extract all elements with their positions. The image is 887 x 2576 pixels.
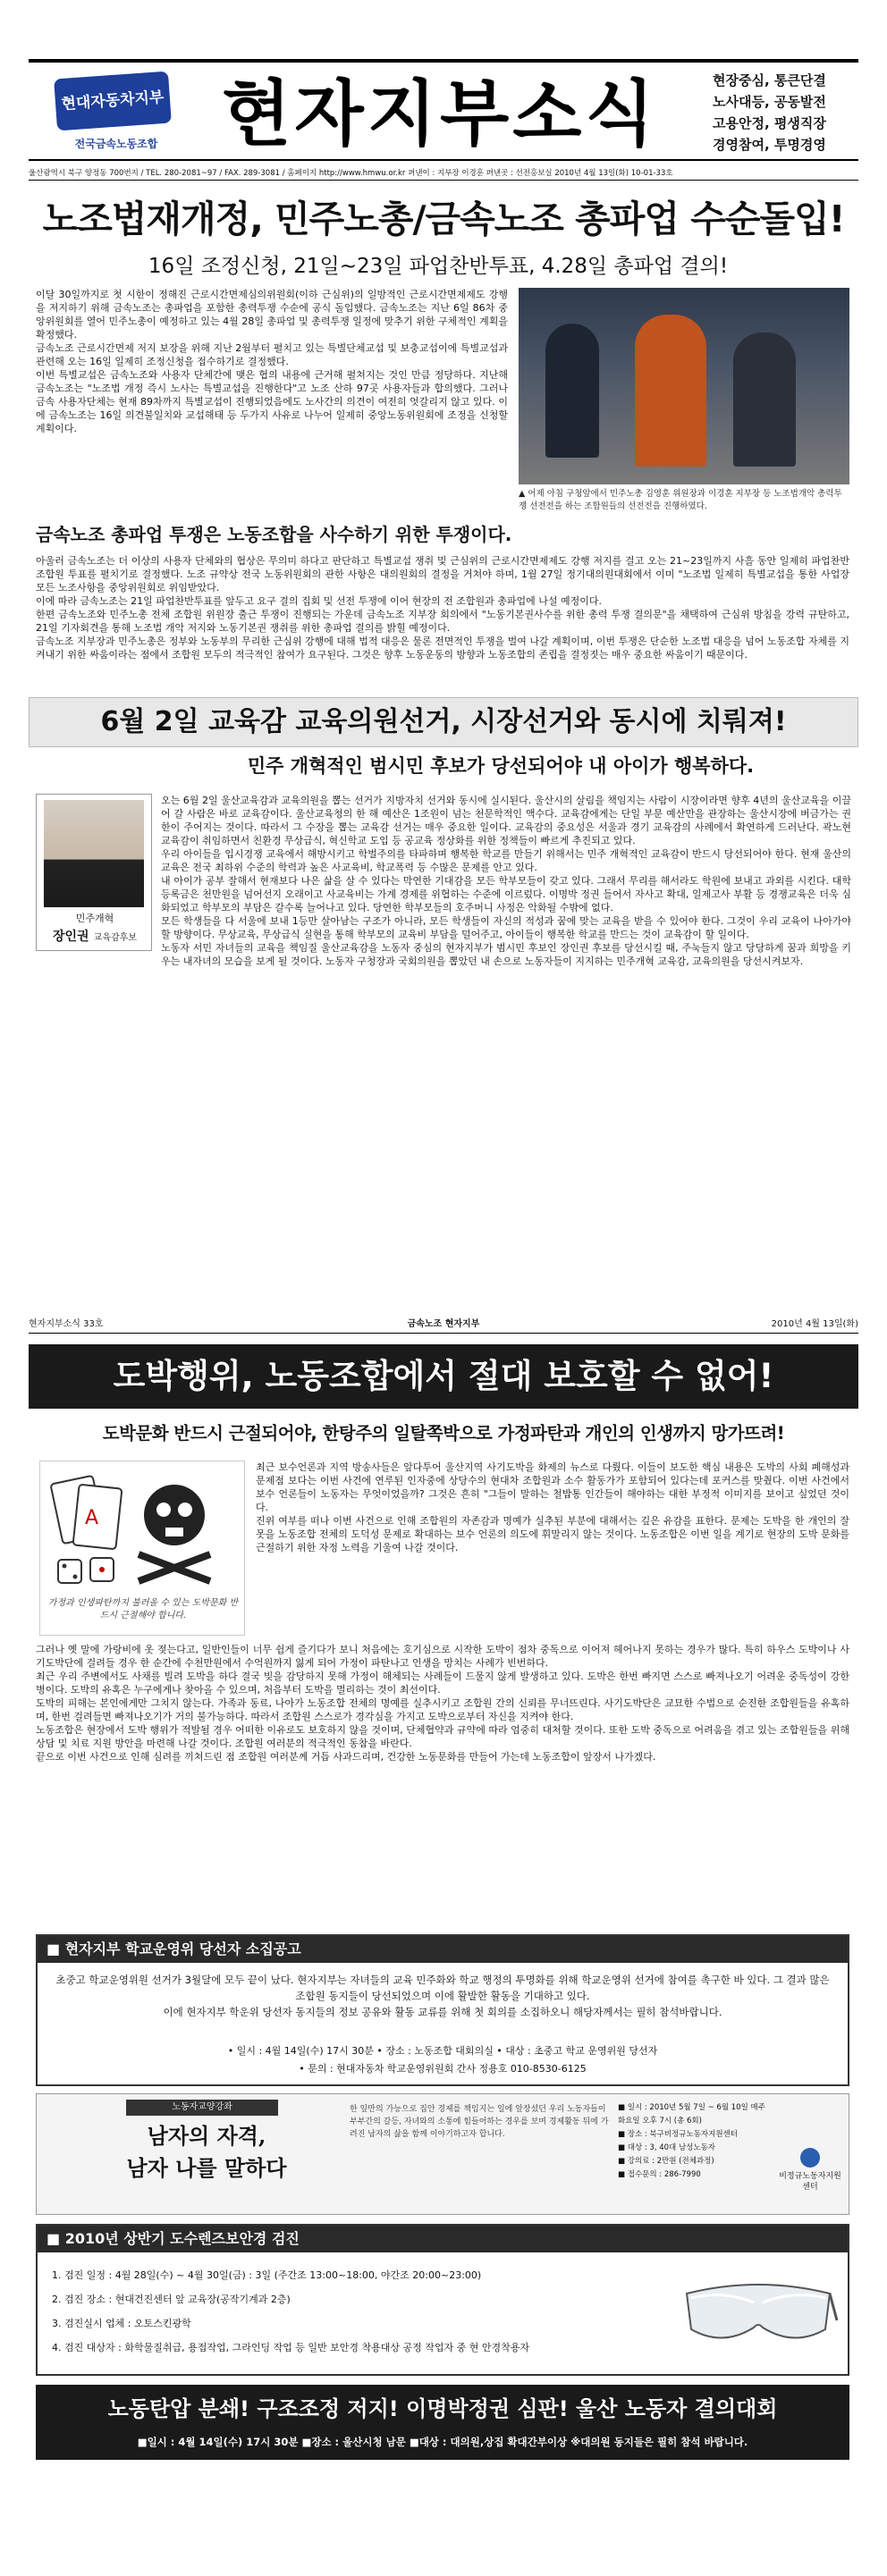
ad-info-line: ■ 접수문의 : 286-7990: [618, 2170, 701, 2179]
ad-info-line: ■ 대상 : 3, 40대 남성노동자: [618, 2143, 716, 2152]
ad-info-line: ■ 장소 : 북구비정규노동자지원센터: [618, 2130, 738, 2139]
org-circle-icon: [800, 2148, 820, 2168]
ad-info: [618, 2101, 770, 2210]
union-rally-photo: [519, 288, 849, 484]
checkup-item: 4. 검진 대상자 : 화학물질취급, 용접작업, 그라인딩 작업 등 일반 보안경 착용대상 공정 작업자 중 현 안경착용자: [52, 2342, 530, 2353]
candidate-box: [36, 794, 152, 951]
checkup-list: [52, 2263, 669, 2360]
article1-headline: 노조법재개정, 민주노총/금속노조 총파업 수순돌입!: [42, 198, 845, 240]
checkup-item: 3. 검진실시 업체 : 오토스킨광학: [52, 2318, 191, 2329]
ad-description: 한 잎만의 가능으로 집안 경제를 책임지는 일에 앞장섰던 우리 노동자들이 부부간의 갈등, 자녀와의 소통에 힘들어하는 경우를 보며 경제활동 뒤에 가려진 남자의 삶을 함께 이야기하고자 합니다.: [350, 2105, 609, 2139]
page2-header: [29, 1317, 858, 1334]
checkup-title: ■ 2010년 상반기 도수렌즈보안경 검진: [46, 2230, 300, 2247]
photo-caption: ▲ 어제 아침 구청앞에서 민주노총 김영훈 위원장과 이경훈 지부장 등 노조법개악 총력투쟁 선전전을 하는 조합원들의 선전전을 진행하였다.: [519, 489, 842, 511]
masthead-logo: [38, 70, 190, 156]
page-2: [0, 1294, 887, 2576]
candidate-name-line: [37, 927, 153, 945]
svg-text:A: A: [85, 1507, 99, 1529]
page-1: [0, 0, 887, 1269]
article1-subhead: 16일 조정신청, 21일~23일 파업찬반투표, 4.28일 총파업 결의!: [148, 255, 729, 278]
ad-title: 남자의 자격,: [147, 2123, 266, 2149]
rally-box: [36, 2385, 849, 2460]
header-left: 현자지부소식 33호: [29, 1319, 104, 1329]
gambling-icon: [40, 1461, 246, 1595]
header-right: 2010년 4월 13일(화): [771, 1319, 858, 1329]
slogan: 고용안정, 평생직장: [713, 115, 826, 131]
notice-detail: • 일시 : 4월 14일(수) 17시 30분 • 장소 : 노동조합 대회의실 • 대상 : 초중고 학교 운영위원 당선자: [227, 2045, 658, 2057]
ad-title: 남자 나를 말하다: [126, 2155, 287, 2181]
ad-info-line: ■ 강의료 : 2만원 (전체과정): [618, 2157, 714, 2166]
article3-body-top: 최근 보수언론과 지역 방송사들은 앞다투어 울산지역 사기도박을 화제의 뉴스로 다뤘다. 이들이 보도한 핵심 내용은 도박의 사회 폐해성과 문제점 보다는 이번 사건에 연루된 인자중에 상당수의 현대차 조합원과 소수 활동가가 포함되어 있다는데 포커스를 맞췄다. 이번 사건에서 보수 언론들이 노동자는 무엇이었을까? 그것은 흔히 "그들이 말하는 철밥통 인간들이 해야하는 대한 부정적 이미지를 보이고 싶었던 것이다. 진위 여부를 떠나 이번 사건으로 인해 조합원의 자존감과 명예가 실추된 부분에 대해서는 깊은 유감을 표한다. 문제는 도박을 한 개인의 잘못을 노동조합 전체의 도덕성 문제로 확대하는 보수 언론의 의도에 휘말리지 않는 것이다. 노동조합은 이번 일을 계기로 현장의 도박 문화를 근절하기 위한 자정 노력을 기울여 나갈 것이다.: [256, 1461, 849, 1553]
article2-body: 오는 6월 2일 울산교육감과 교육의원을 뽑는 선거가 지방자치 선거와 동시에 실시된다. 울산시의 살림을 책임지는 사람이 시장이라면 향후 4년의 울산교육을 이끌어 갈 사람은 바로 교육감이다. 울산교육청의 한 해 예산은 1조원이 넘는 천문학적인 액수다. 교육감에게는 단일 부문 예산만을 관장하는 울산시장에 버금가는 권한이 주어지는 것이다. 따라서 그 수장을 뽑는 교육감 선거는 매우 중요한 일이다. 교육감의 중요성은 서울과 경기 교육감의 사례에서 확연하게 드러난다. 곽노현 교육감이 취임하면서 친환경 무상급식, 혁신학교 도입 등 공교육 정상화를 위한 정책들이 빠르게 추진되고 있다. 우리 아이들을 입시경쟁 교육에서 해방시키고 학벌주의를 타파하며 행복한 학교를 만들기 위해서는 민주 개혁적인 교육감이 반드시 당선되어야 한다. 현재 울산의 교육은 전국 최하위 수준의 학력과 높은 사교육비, 학교폭력 등 수많은 문제를 안고 있다. 내 아이가 공부 잘해서 현재보다 나은 삶을 살 수 있다는 막연한 기대감을 모든 학부모들이 갖고 있다. 그래서 무리를 해서라도 학원에 보내고 과외를 시킨다. 대학 등록금은 천만원을 넘어선지 오래이고 사교육비는 가계 경제를 위협하는 수준에 이르렀다. 이명박 정권 들어서 자사고 확대, 일제고사 부활 등 경쟁교육은 더욱 심화되었고 학부모의 부담은 갈수록 늘어나고 있다. 당연한 학부모들의 호주머니 사정은 악화될 수밖에 없다. 모든 학생들을 다 서울에 보내 1등만 살아남는 구조가 아니라, 모든 학생들이 자신의 적성과 꿈에 맞는 교육을 받을 수 있어야 한다. 그것이 우리 교육이 나아가야 할 방향이다. 무상교육, 무상급식 실현을 통해 학부모의 교육비 부담을 덜어주고, 아이들이 행복한 학교를 만드는 것이 교육감이 할 일이다. 노동자 서민 자녀들의 교육을 책임질 울산교육감을 노동자 중심의 현자지부가 범시민 후보인 장인권 후보를 당선시킬 때, 주눅들지 않고 당당하게 꿈과 희망을 키우는 내자녀의 모습을 보게 될 것이다. 노동자 구청장과 국회의원을 뽑았던 내 손으로 노동자들이 지지하는 민주개혁 교육감, 교육의원을 당선시켜보자.: [161, 795, 852, 967]
candidate-photo: [44, 800, 144, 907]
rally-title: 노동탄압 분쇄! 구조조정 저지! 이명박정권 심판! 울산 노동자 결의대회: [107, 2396, 778, 2421]
masthead-info: 울산광역시 북구 양정동 700번지 / TEL. 280-2081~97 / FAX. 289-3081 / 홈페이지 http://www.hmwu.or.kr 펴낸이 : 지부장 이경훈 펴낸곳 : 선전홍보실 2010년 4월 13일(화) 10-01-33호: [29, 166, 858, 181]
masthead: [29, 59, 858, 161]
notice-title: ■ 현자지부 학교운영위 당선자 소집공고: [46, 1940, 301, 1957]
candidate-role: 교육감후보: [93, 933, 137, 943]
article3-headline: 도박행위, 노동조합에서 절대 보호할 수 없어!: [113, 1357, 774, 1395]
safety-glasses-icon: [678, 2258, 839, 2365]
article2-subhead: 민주 개혁적인 범시민 후보가 당선되어야 내 아이가 행복하다.: [247, 755, 755, 777]
header-center: 금속노조 현자지부: [407, 1319, 480, 1329]
photo-figure: [545, 324, 599, 458]
ad-org: 비정규노동자지원센터: [779, 2172, 841, 2192]
article3-body-bottom: 그러나 옛 말에 가랑비에 옷 젖는다고, 일반인들이 너무 쉽게 즐기다가 보니 처음에는 호기심으로 시작한 도박이 점차 중독으로 이어져 헤어나지 못하는 경우가 많다. 특히 하우스 도박이나 사기도박단에 걸려들 경우 한 순간에 수천만원에서 수억원까지 잃게 되어 가정이 파탄나고 인생을 망치는 사례가 빈번하다. 최근 우리 주변에서도 사채를 빌려 도박을 하다 결국 빚을 감당하지 못해 가정이 해체되는 사례들이 드물지 않게 발생하고 있다. 도박은 한번 빠지면 스스로 빠져나오기 어려운 중독성이 강한 병이다. 도박의 유혹은 누구에게나 찾아올 수 있으며, 처음부터 도박을 멀리하는 것이 최선이다. 도박의 피해는 본인에게만 그치지 않는다. 가족과 동료, 나아가 노동조합 전체의 명예를 실추시키고 조합원 간의 신뢰를 무너뜨린다. 사기도박단은 교묘한 수법으로 순진한 조합원들을 유혹하며, 한번 걸려들면 빠져나오기가 거의 불가능하다. 따라서 조합원 스스로가 경각심을 가지고 도박으로부터 자신을 지켜야 한다. 노동조합은 현장에서 도박 행위가 적발될 경우 어떠한 이유로도 보호하지 않을 것이며, 단체협약과 규약에 따라 엄중히 대처할 것이다. 또한 도박 중독으로 어려움을 겪고 있는 조합원들을 위해 상담 및 치료 지원 방안을 마련해 나갈 것이다. 조합원 여러분의 적극적인 동참을 바란다. 끝으로 이번 사건으로 인해 심려를 끼쳐드린 점 조합원 여러분께 거듭 사과드리며, 건강한 노동문화를 만들어 가는데 노동조합이 앞장서 나가겠다.: [36, 1644, 849, 1763]
logo-badge: [54, 72, 172, 131]
logo-text: 현대자동차지부: [60, 88, 165, 114]
slogan: 현장중심, 통큰단결: [713, 72, 826, 88]
article1-subsection-title: 금속노조 총파업 투쟁은 노동조합을 사수하기 위한 투쟁이다.: [36, 524, 512, 545]
checkup-box: [36, 2224, 849, 2376]
candidate-name: 장인권: [53, 930, 89, 944]
masthead-slogans: [713, 70, 856, 157]
article2-headline: 6월 2일 교육감 교육의원선거, 시장선거와 동시에 치뤄져!: [100, 706, 787, 737]
article1-body: 이달 30일까지로 첫 시한이 정해진 근로시간면제심의위원회(이하 근심위)의 일방적인 근로시간면제제도 강행을 저지하기 위해 금속노조는 총파업을 포함한 총력투쟁 수순에 공식 돌입했다. 금속노조는 지난 6일 86차 중앙위원회를 열어 민주노총이 예정하고 있는 4월 28일 총파업 및 총력투쟁 일정에 맞추기 위한 구체적인 계획을 확정했다. 금속노조 근로시간면제 저지 보장을 위해 지난 2월부터 펼치고 있는 특별단체교섭 및 보충교섭이에 특별교섭과 관련해 오는 16일 일제히 조정신청을 접수하기로 결정했다. 이번 특별교섭은 금속노조와 사용자 단체간에 맺은 협의 내용에 근거해 펼쳐지는 것인 만큼 정당하다. 지난해 금속노조는 "노조법 개정 즉시 노사는 특별교섭을 진행한다"고 노조 산하 97곳 사용자들과 합의했다. 그러나 금속 사용자단체는 현재 89차까지 특별교섭이 진행되었음에도 노사간의 의견이 여전히 엇갈리지 않고 있다. 이에 금속노조는 16일 의견불일치와 교섭해태 등 두가지 사유로 나누어 일제히 중앙노동위원회에 조정을 신청할 계획이다.: [36, 289, 508, 434]
lecture-ad: [36, 2093, 849, 2215]
candidate-label: 민주개혁: [75, 913, 114, 924]
gambling-illustration: [39, 1461, 245, 1636]
ad-info-line: ■ 일시 : 2010년 5월 7일 ~ 6월 10일 매주 화요일 오후 7시 (총 6회): [618, 2103, 765, 2126]
photo-figure: [635, 315, 706, 467]
slogan: 노사대등, 공동발전: [713, 94, 826, 110]
notice-detail: • 문의 : 현대자동차 학교운영위원회 간사 정용호 010-8530-6125: [299, 2063, 587, 2075]
article1-subsection-body: 아울러 금속노조는 더 이상의 사용자 단체와의 협상은 무의미 하다고 판단하고 특별교섭 쟁취 및 근심위의 근로시간면제제도 강행 저지를 걸고 오는 21~23일까지 사흘 동안 일제히 파업찬반 조합원 투표를 펼치기로 결정했다. 노조 규약상 전국 노동위원회의 관한 사항은 대의원회의 결정을 거쳐야 하며, 1월 27일 정기대의원대회에서 이미 "노조법 일제히 특별교섭을 통한 사업장 모든 노조사항을 중앙위원회로 위임받았다. 이에 따라 금속노조는 21일 파업찬반투표를 앞두고 요구 결의 집회 및 선전 투쟁에 이어 현장의 전 조합원과 총파업에 나설 예정이다. 한편 금속노조와 민주노총 전체 조합원 위원장 출근 투쟁이 진행되는 가운데 금속노조 지부장 회의에서 "노동기본권사수를 위한 총력 투쟁 결의문"을 채택하여 근심위 방침을 강력 규탄하고, 21일 기자회견을 통해 노조법 개악 저지와 노동기본권 쟁취를 위한 총파업 결의를 밝힐 예정이다. 금속노조 지부장과 민주노총은 정부와 노동부의 무리한 근심위 강행에 대해 법적 대응은 물론 전면적인 투쟁을 벌여 나갈 계획이며, 이번 투쟁은 단순한 노조법 대응을 넘어 노동조합 자체를 지켜내기 위한 싸움이라는 점에서 조합원 모두의 적극적인 참여가 요구된다. 그것은 향후 노동운동의 방향과 노동조합의 존립을 결정짓는 매우 중요한 싸움이기 때문이다.: [36, 555, 849, 661]
ad-tag: 노동자교양강좌: [126, 2100, 278, 2116]
logo-union-name: 전국금속노동조합: [74, 138, 158, 150]
notice-body: 초중고 학교운영위원 선거가 3월달에 모두 끝이 났다. 현자지부는 자녀들의 교육 민주화와 학교 행정의 투명화를 위해 학교운영위 선거에 참여를 촉구한 바 있다. 그 결과 많은 조합원 동지들이 당선되었으며 이에 활발한 활동을 기대하고 있다. 이에 현자지부 학운위 당선자 동지들의 정보 공유와 활동 교류를 위해 첫 회의를 소집하오니 해당자께서는 필히 참석바랍니다.: [55, 1974, 830, 2018]
masthead-title: 현자지부소식: [222, 72, 658, 156]
illustration-caption: 가정과 인생파탄까지 불러올 수 있는 도박문화 반드시 근절해야 합니다.: [47, 1598, 239, 1621]
notice-box: [36, 1934, 849, 2086]
slogan: 경영참여, 투명경영: [713, 137, 826, 153]
checkup-item: 1. 검진 일정 : 4월 28일(수) ~ 4월 30일(금) : 3일 (주간조 13:00~18:00, 야간조 20:00~23:00): [52, 2269, 482, 2281]
checkup-item: 2. 검진 장소 : 현대건진센터 앞 교육장(공작기계과 2층): [52, 2294, 291, 2305]
ad-org-logo: [775, 2148, 845, 2201]
article3-subhead: 도박문화 반드시 근절되어야, 한탕주의 일탈쪽박으로 가정파탄과 개인의 인생까지 망가뜨려!: [102, 1423, 785, 1444]
rally-details: ■일시 : 4월 14일(수) 17시 30분 ■장소 : 울산시청 남문 ■대상 : 대의원,상집 확대간부이상 ※대의원 동지들은 필히 참석 바랍니다.: [137, 2436, 748, 2448]
photo-figure: [733, 333, 796, 467]
